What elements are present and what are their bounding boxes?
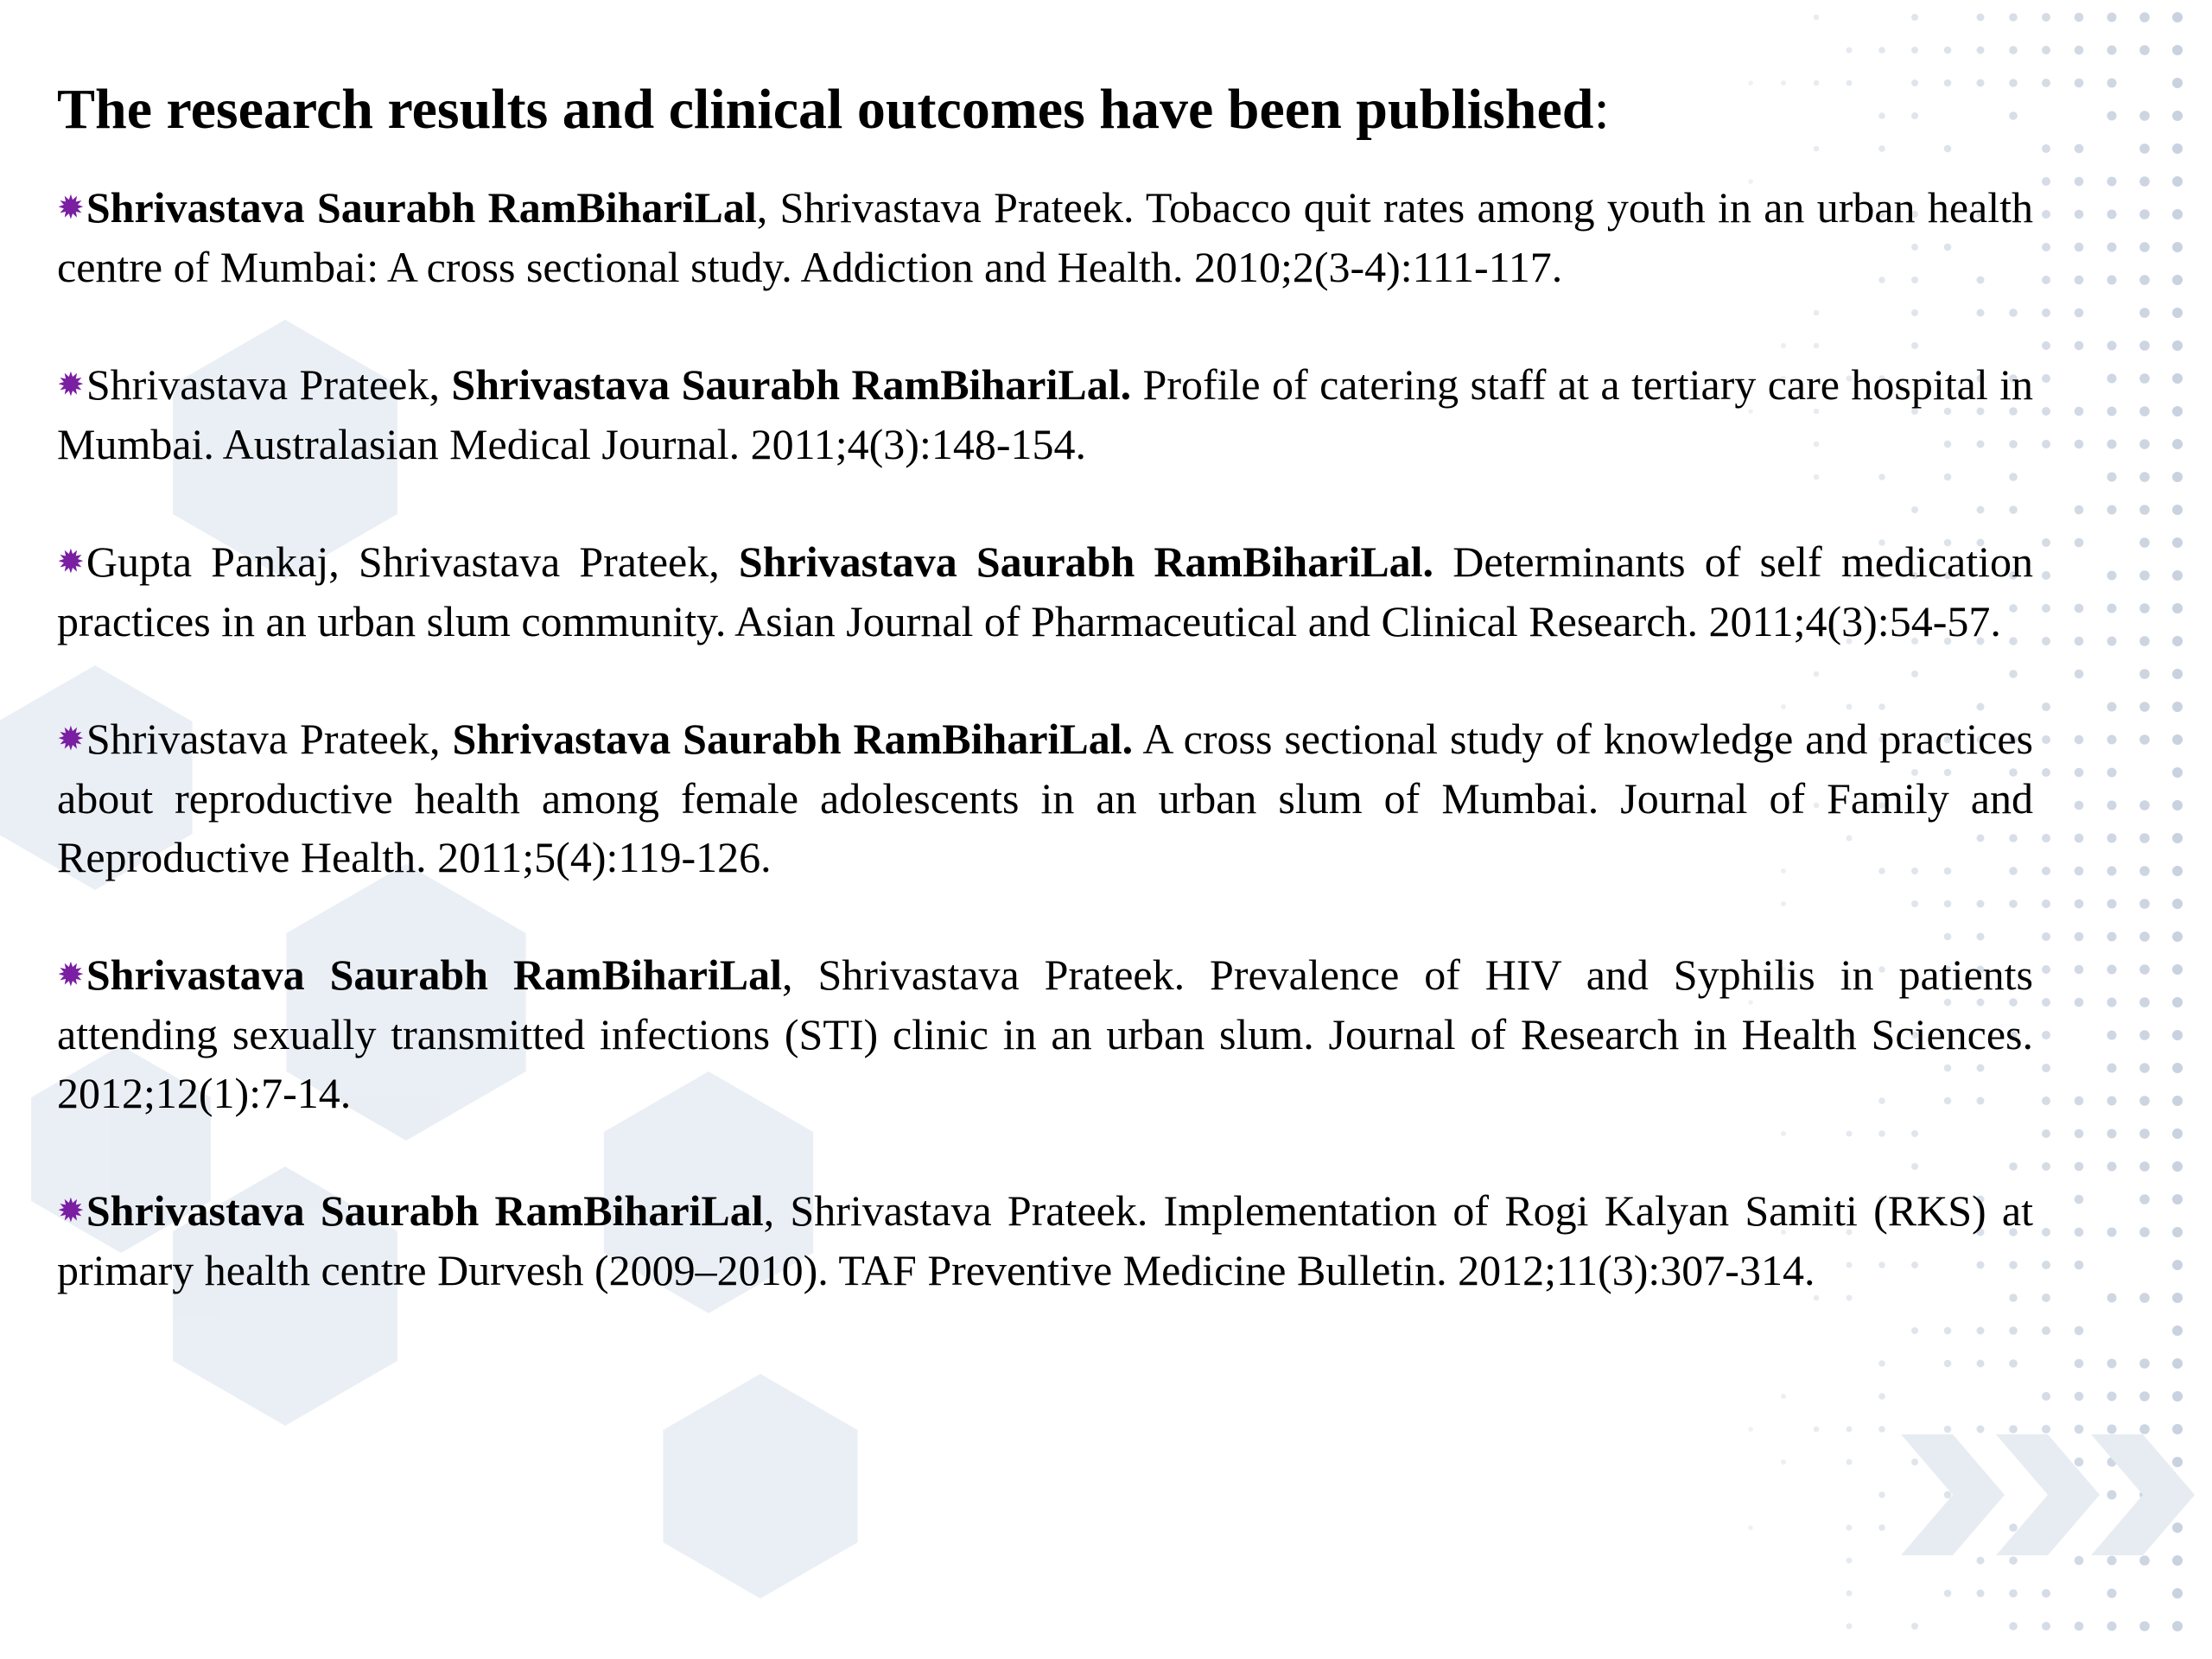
publication-list [57, 178, 2033, 1300]
purple-asterisk-icon: ✹ [57, 544, 85, 581]
purple-asterisk-icon: ✹ [57, 957, 85, 994]
publication-item: ✹Shrivastava Saurabh RamBihariLal, Shrivastava Prateek. Implementation of Rogi Kalyan Samiti (RKS) at primary health centre Durvesh (2009–2010). TAF Preventive Medicine Bulletin. 2012;11(3):307-314. [57, 1186, 2033, 1294]
page-title: The research results and clinical outcomes have been published: [57, 78, 1610, 141]
purple-asterisk-icon: ✹ [57, 721, 85, 758]
content [57, 71, 2033, 1358]
publication-item: ✹Shrivastava Prateek, Shrivastava Saurabh RamBihariLal. Profile of catering staff at a tertiary care hospital in Mumbai. Australasian Medical Journal. 2011;4(3):148-154. [57, 360, 2034, 468]
publication-item: ✹Shrivastava Prateek, Shrivastava Saurabh RamBihariLal. A cross sectional study of knowledge and practices about reproductive health among female adolescents in an urban slum of Mumbai. Journal of Family and Reproductive Health. 2011;5(4):119-126. [57, 715, 2033, 881]
purple-asterisk-icon: ✹ [57, 190, 85, 226]
purple-asterisk-icon: ✹ [57, 1193, 85, 1230]
publication-item: ✹Shrivastava Saurabh RamBihariLal, Shrivastava Prateek. Prevalence of HIV and Syphilis in patients attending sexually transmitted infections (STI) clinic in an urban slum. Journal of Research in Health Sciences. 2012;12(1):7-14. [57, 950, 2033, 1117]
publication-item: ✹Gupta Pankaj, Shrivastava Prateek, Shrivastava Saurabh RamBihariLal. Determinants of self medication practices in an urban slum community. Asian Journal of Pharmaceutical and Clinical Research. 2011;4(3):54-57. [57, 537, 2033, 645]
purple-asterisk-icon: ✹ [57, 367, 85, 404]
publication-item: ✹Shrivastava Saurabh RamBihariLal, Shrivastava Prateek. Tobacco quit rates among youth in an urban health centre of Mumbai: A cross sectional study. Addiction and Health. 2010;2(3-4):111-117. [57, 183, 2033, 291]
